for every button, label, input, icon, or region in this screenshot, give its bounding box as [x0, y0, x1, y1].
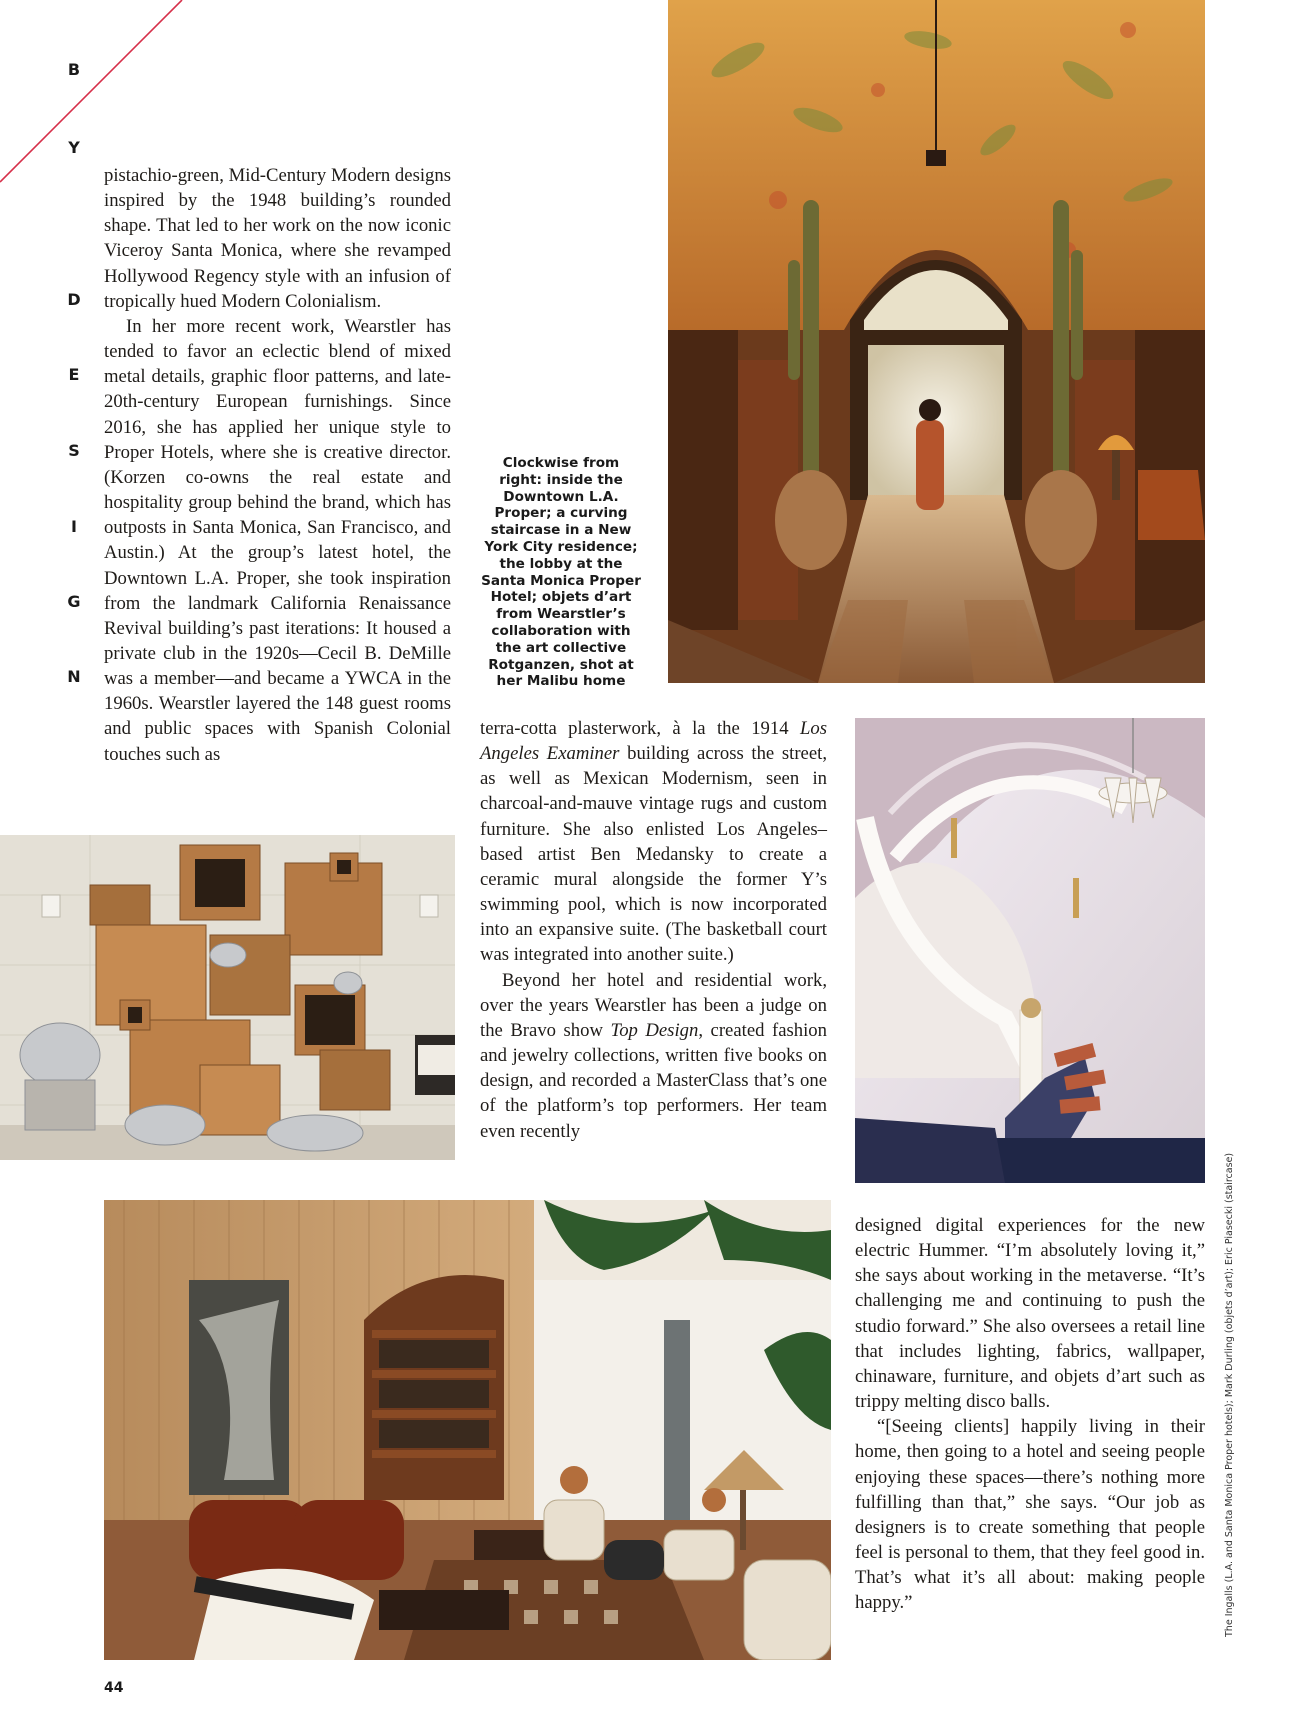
body-paragraph — [480, 716, 827, 968]
photo-objets-dart — [0, 835, 455, 1160]
department-letter-n: N — [67, 667, 81, 686]
photo-curving-staircase — [855, 718, 1205, 1183]
photo-caption: Clockwise from right: inside the Downtown L.A. Proper; a curving staircase in a New York City residence; the lobby at the Santa Monica Proper Hotel; objets d’art from Wearstler’s collaboration with the art collective Rotganzen, shot at her Malibu home — [481, 455, 641, 690]
photo-hotel-lobby — [104, 1200, 831, 1660]
department-letter-d: D — [67, 290, 81, 309]
department-letter-e: E — [68, 365, 80, 384]
body-text: building across the street, as well as Mexican Modernism, seen in charcoal-and-mauve vintage rugs and custom furniture. She also enlisted Los Angeles–based artist Ben Medansky to create a ceramic mural alongside the former Y’s swimming pool, which is now incorporated into an expansive suite. (The basketball court was integrated into another suite.) — [480, 743, 828, 966]
body-text: terra-cotta plasterwork, à la the 1914 — [480, 718, 789, 739]
page-number: 44 — [104, 1680, 124, 1696]
text-column-left — [104, 163, 451, 767]
photo-credit: The Ingalls (L.A. and Santa Monica Proper hotels); Mark Durling (objets d’art); Eric Piasecki (staircase) — [1224, 1152, 1235, 1637]
department-letter-b: B — [67, 60, 81, 79]
department-letter-s: S — [68, 441, 80, 460]
body-paragraph: “[Seeing clients] happily living in their home, then going to a hotel and seeing people enjoying these spaces—there’s nothing more fulfilling than that,” she says. “Our job as designers is to create something that people feel is personal to them, that they feel good in. That’s what it’s all about: making people happy.” — [855, 1416, 1205, 1614]
department-letter-g: G — [67, 592, 81, 611]
show-title: Top Design — [610, 1019, 699, 1041]
body-text: , created fashion and jewelry collections, written five books on design, and recorded a MasterClass that’s one of the platform’s top performers. Her team even recently — [480, 1019, 827, 1142]
body-paragraph — [480, 968, 827, 1144]
department-letter-y: Y — [68, 138, 80, 157]
photo-hotel-corridor — [668, 0, 1205, 683]
body-paragraph: In her more recent work, Wearstler has tended to favor an eclectic blend of mixed metal details, graphic floor patterns, and late-20th-century European furnishings. Since 2016, she has applied her unique style to Proper Hotels, where she is creative director. (Korzen co-owns the real estate and hospitality group behind the brand, which has outposts in Santa Monica, San Francisco, and Austin.) At the group’s latest hotel, the Downtown L.A. Proper, she took inspiration from the landmark California Renaissance Revival building’s past iterations: It housed a private club in the 1920s—Cecil B. DeMille was a member—and became a YWCA in the 1960s. Wearstler layered the 148 guest rooms and public spaces with Spanish Colonial touches such as — [104, 315, 451, 765]
body-text: Beyond her hotel and residential work, over the years Wearstler has been a judge on the Bravo show — [480, 969, 827, 1041]
text-column-middle — [480, 716, 827, 1144]
publication-title: Los Angeles Examiner — [480, 718, 827, 765]
body-paragraph: pistachio-green, Mid-Century Modern designs inspired by the 1948 building’s rounded shape. That led to her work on the now iconic Viceroy Santa Monica, where she revamped Hollywood Regency style with an infusion of tropically hued Modern Colonialism. — [104, 165, 451, 312]
body-paragraph: designed digital experiences for the new electric Hummer. “I’m absolutely loving it,” she says about working in the metaverse. “It’s challenging me and continuing to push the studio forward.” She also oversees a retail line that includes lighting, fabrics, wallpaper, chinaware, furniture, and objets d’art such as trippy melting disco balls. — [855, 1215, 1205, 1413]
accent-diagonal-line — [0, 0, 190, 190]
text-column-right — [855, 1213, 1205, 1616]
department-letter-i: I — [71, 517, 77, 536]
